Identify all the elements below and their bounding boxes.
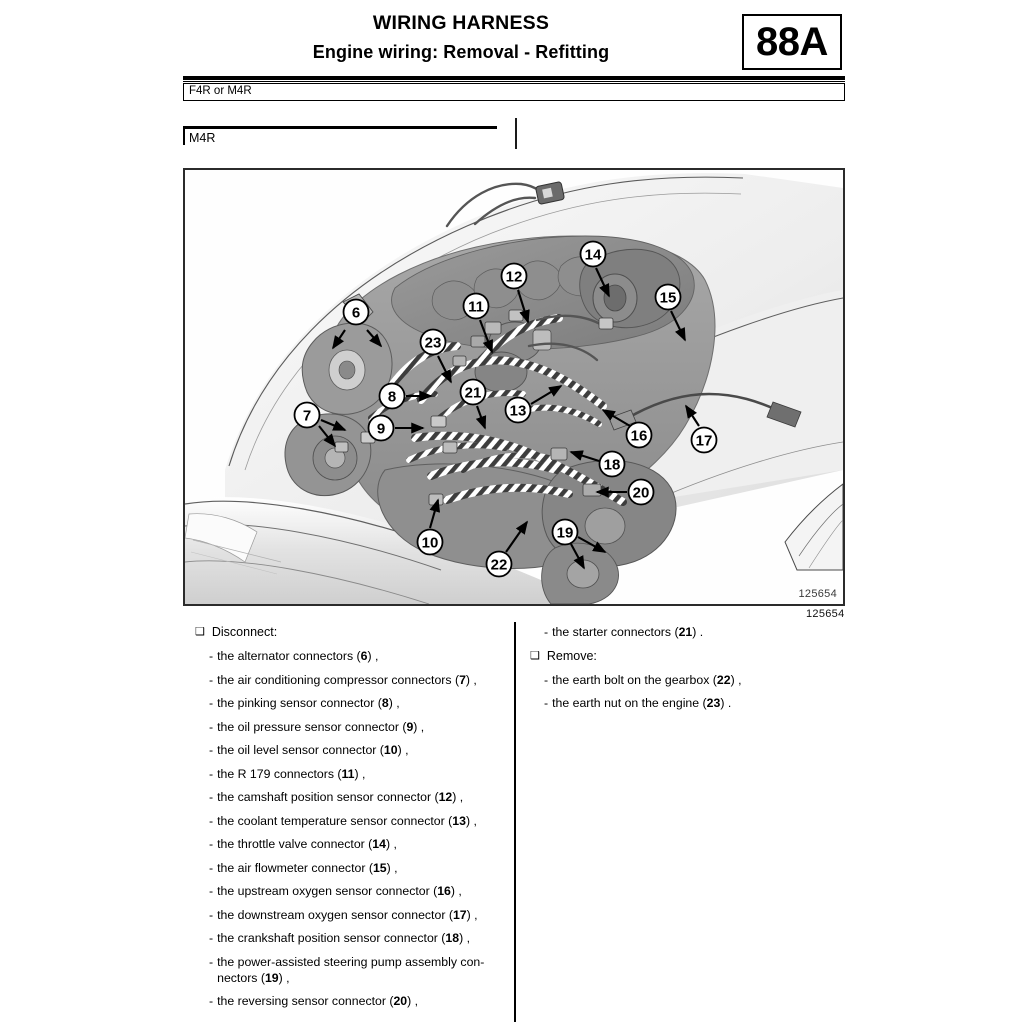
callout-number: 18 <box>603 456 621 474</box>
instruction-item <box>195 836 505 852</box>
instruction-item-text: the upstream oxygen sensor connector (16) , <box>217 884 462 898</box>
instruction-item <box>530 695 835 711</box>
instruction-item-text: the throttle valve connector (14) , <box>217 837 397 851</box>
dash-marker: - <box>209 884 214 898</box>
engine-bay-figure <box>183 168 845 606</box>
callout-number: 16 <box>630 427 648 445</box>
dash-marker: - <box>209 860 214 875</box>
dash-marker: - <box>209 994 214 1008</box>
instruction-item <box>195 695 505 711</box>
instruction-item <box>195 883 505 899</box>
section-code-box <box>742 14 842 70</box>
instruction-item <box>195 954 505 986</box>
engine-type-bar <box>183 83 845 101</box>
instructions-left-column <box>195 624 505 1017</box>
dash-marker: - <box>209 907 214 922</box>
engine-bay-illustration <box>185 170 843 604</box>
callout-number: 8 <box>387 388 397 406</box>
callout-number: 21 <box>464 384 482 402</box>
dash-marker: - <box>209 696 214 710</box>
instruction-item-text: the crankshaft position sensor connector (18) , <box>217 931 471 945</box>
callout-number: 19 <box>556 524 574 542</box>
column-divider <box>514 622 516 1022</box>
dash-marker: - <box>209 813 214 828</box>
instruction-item-text: the earth nut on the engine (23) . <box>552 696 732 710</box>
instruction-item-text: the earth bolt on the gearbox (22) , <box>552 672 742 687</box>
callout-number: 6 <box>351 304 361 322</box>
instruction-heading <box>530 648 835 665</box>
callout-number: 7 <box>302 407 312 425</box>
instruction-item-text: the reversing sensor connector (20) , <box>217 994 419 1008</box>
instruction-item <box>530 672 835 688</box>
dash-marker: - <box>544 625 549 639</box>
instruction-item <box>195 766 505 782</box>
callout-number: 13 <box>509 402 527 420</box>
instruction-item <box>195 907 505 923</box>
instruction-item <box>195 789 505 805</box>
header-titles <box>183 10 739 65</box>
instruction-item-text: the downstream oxygen sensor connector (17) , <box>217 907 478 922</box>
subsection-divider <box>515 118 517 149</box>
callout-number: 9 <box>376 420 386 438</box>
instruction-item <box>195 930 505 946</box>
instructions-right-column <box>530 624 835 719</box>
instruction-item-text: the R 179 connectors (11) , <box>217 766 366 781</box>
dash-marker: - <box>209 837 214 851</box>
dash-marker: - <box>209 931 214 945</box>
callout-number: 20 <box>632 484 650 502</box>
dash-marker: - <box>209 954 214 969</box>
callout-number: 14 <box>584 246 602 264</box>
engine-type-label: F4R or M4R <box>189 85 252 98</box>
instruction-item <box>530 624 835 640</box>
instruction-item-text: the camshaft position sensor connector (12) , <box>217 790 464 804</box>
instruction-heading <box>195 624 505 641</box>
dash-marker: - <box>544 696 549 710</box>
subsection-header <box>183 126 497 148</box>
header-rule-thin <box>183 81 845 82</box>
square-bullet-icon: ❑ <box>530 649 540 662</box>
instruction-item-text: the air conditioning compressor connectors (7) , <box>217 672 477 687</box>
dash-marker: - <box>209 649 214 663</box>
instruction-item-text: the pinking sensor connector (8) , <box>217 696 400 710</box>
instruction-item-text: the starter connectors (21) . <box>552 625 704 639</box>
instruction-item <box>195 648 505 664</box>
callout-number: 10 <box>421 534 439 552</box>
instruction-heading-text: Disconnect: <box>211 625 278 639</box>
dash-marker: - <box>209 790 214 804</box>
callout-number: 11 <box>468 298 484 316</box>
instruction-item <box>195 742 505 758</box>
dash-marker: - <box>209 766 214 781</box>
instruction-item-text: the alternator connectors (6) , <box>217 649 379 663</box>
callout-number: 23 <box>424 334 442 352</box>
square-bullet-icon: ❑ <box>195 626 205 638</box>
callout-number: 15 <box>659 289 677 307</box>
subsection-label: M4R <box>189 131 216 145</box>
instruction-item <box>195 719 505 735</box>
instruction-item-text: the power-assisted steering pump assembly con- nectors (19) , <box>217 954 485 985</box>
callout-number: 12 <box>505 268 523 286</box>
instruction-item <box>195 860 505 876</box>
page-title: WIRING HARNESS <box>372 12 550 34</box>
subsection-rule <box>183 126 497 129</box>
dash-marker: - <box>209 743 214 757</box>
dash-marker: - <box>209 719 214 734</box>
section-code-text: 88A <box>756 20 828 64</box>
dash-marker: - <box>544 672 549 687</box>
callout-number: 17 <box>695 432 713 450</box>
instruction-item <box>195 672 505 688</box>
callout-number: 22 <box>490 556 508 574</box>
header-rule-thick <box>183 76 845 80</box>
page-header <box>183 10 845 72</box>
instruction-item-text: the oil level sensor connector (10) , <box>217 743 409 757</box>
figure-reference-outer: 125654 <box>806 608 845 620</box>
instruction-item <box>195 813 505 829</box>
subsection-tick <box>183 126 185 145</box>
page-subtitle: Engine wiring: Removal - Refitting <box>312 42 610 62</box>
dash-marker: - <box>209 672 214 687</box>
instruction-item-text: the air flowmeter connector (15) , <box>217 860 398 875</box>
instruction-item-text: the coolant temperature sensor connector (13) , <box>217 813 477 828</box>
instruction-item-text: the oil pressure sensor connector (9) , <box>217 719 425 734</box>
figure-reference-inner: 125654 <box>798 588 837 600</box>
instruction-item <box>195 993 505 1009</box>
instruction-heading-text: Remove: <box>546 648 597 663</box>
